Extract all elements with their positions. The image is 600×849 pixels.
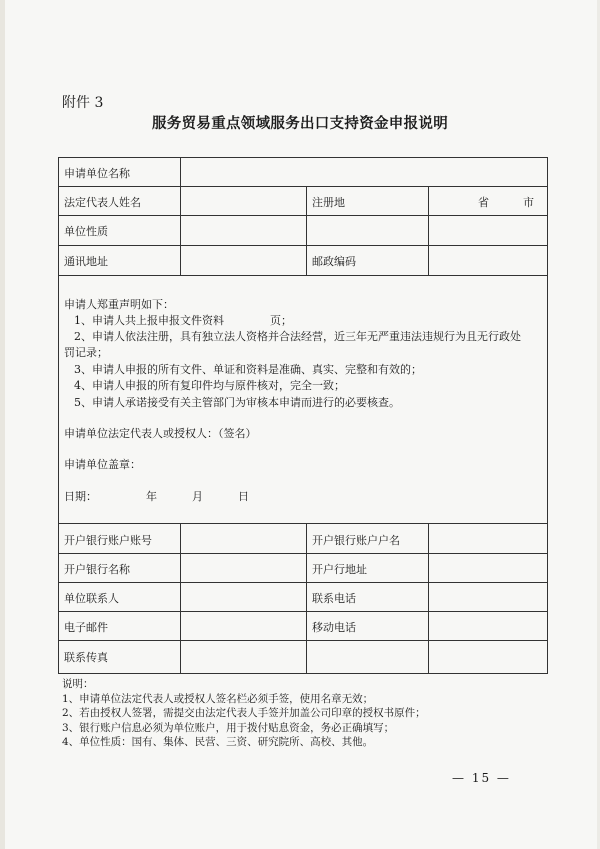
row-divider (58, 582, 548, 583)
province-label: 省 (478, 196, 489, 209)
city-label: 市 (523, 196, 534, 209)
note-item: 2、若由授权人签署，需提交由法定代表人手签并加盖公司印章的授权书原件； (62, 707, 426, 719)
contact-person-label: 单位联系人 (64, 592, 119, 605)
date-label: 日期： (64, 490, 97, 503)
note-item: 1、申请单位法定代表人或授权人签名栏必须手签，使用名章无效； (62, 692, 374, 705)
statement-item-1: 1、申请人共上报申报文件资料 (74, 314, 224, 327)
legal-rep-label: 法定代表人姓名 (64, 196, 141, 209)
notes-heading: 说明： (62, 678, 94, 690)
unit-nature-label: 单位性质 (64, 225, 108, 238)
row-divider (58, 640, 548, 641)
col-divider (428, 523, 429, 674)
statement-item-4: 4、申请人申报的所有复印件均与原件核对，完全一致； (74, 379, 345, 392)
date-day-label: 日 (238, 490, 249, 503)
date-month-label: 月 (192, 490, 203, 503)
mobile-label: 移动电话 (312, 621, 356, 634)
table-border-left (58, 157, 59, 674)
attachment-label: 附件 3 (62, 95, 104, 111)
postcode-label: 邮政编码 (312, 255, 356, 268)
applicant-name-label: 申请单位名称 (64, 167, 130, 180)
table-border-bottom (58, 673, 548, 674)
note-item: 3、银行账户信息必须为单位账户，用于拨付贴息资金，务必正确填写； (62, 721, 395, 734)
email-label: 电子邮件 (64, 621, 108, 634)
statement-item-1-pages: 页； (270, 314, 292, 327)
fax-label: 联系传真 (64, 651, 108, 664)
bank-location-label: 开户行地址 (312, 563, 367, 576)
col-divider (428, 186, 429, 275)
notes-section (62, 677, 426, 750)
bank-name-label: 开户银行名称 (64, 563, 130, 576)
statement-item-3: 3、申请人申报的所有文件、单证和资料是准确、真实、完整和有效的； (74, 363, 422, 376)
table-border-right (547, 157, 548, 674)
row-divider (58, 611, 548, 612)
statement-intro: 申请人郑重声明如下： (64, 298, 174, 311)
address-label: 通讯地址 (64, 255, 108, 268)
statement-item-2: 2、申请人依法注册，具有独立法人资格并合法经营，近三年无严重违法违规行为且无行政处 (74, 330, 521, 343)
col-divider (306, 523, 307, 674)
col-divider (306, 186, 307, 275)
statement-item-5: 5、申请人承诺接受有关主管部门为审核本申请而进行的必要核查。 (74, 396, 400, 409)
note-item: 4、单位性质：国有、集体、民营、三资、研究院所、高校、其他。 (62, 736, 374, 748)
bank-account-name-label: 开户银行账户户名 (312, 534, 400, 547)
page-number: — 15 — (452, 771, 511, 785)
row-divider (58, 275, 548, 276)
date-year-label: 年 (146, 490, 157, 503)
statement-item-2-cont: 罚记录； (64, 346, 108, 359)
table-border-top (58, 157, 548, 158)
col-divider (180, 157, 181, 275)
seal-label: 申请单位盖章： (64, 458, 141, 471)
signature-label: 申请单位法定代表人或授权人：（签名） (64, 427, 257, 440)
row-divider (58, 523, 548, 524)
contact-phone-label: 联系电话 (312, 592, 356, 605)
row-divider (58, 215, 548, 216)
row-divider (58, 186, 548, 187)
bank-account-no-label: 开户银行账户账号 (64, 534, 152, 547)
col-divider (180, 523, 181, 674)
row-divider (58, 553, 548, 554)
page-title: 服务贸易重点领域服务出口支持资金申报说明 (152, 115, 448, 132)
registered-place-label: 注册地 (312, 196, 345, 209)
row-divider (58, 245, 548, 246)
